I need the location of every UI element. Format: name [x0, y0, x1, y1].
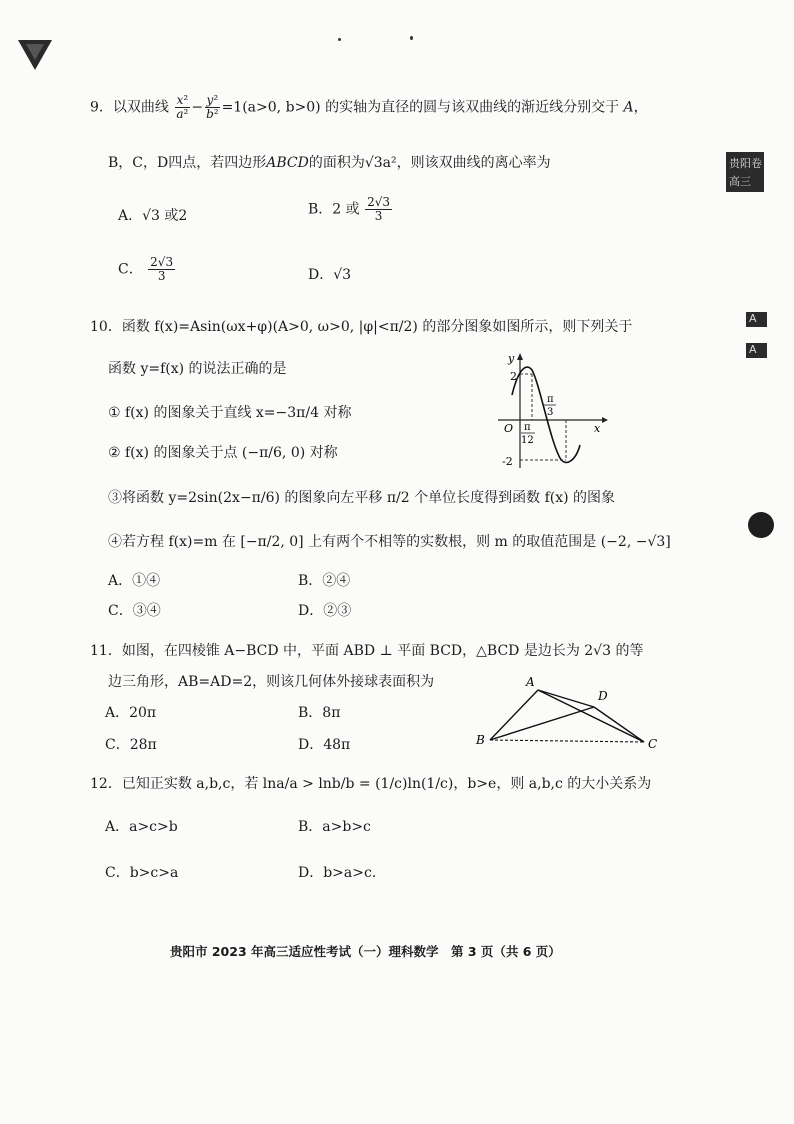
q9-option-a: A．√3 或2: [118, 208, 188, 224]
origin-label: O: [504, 422, 514, 435]
vertex-label-c: C: [648, 737, 658, 751]
y-label: y: [508, 352, 515, 365]
q11-option-c: C．28π: [105, 737, 157, 753]
pi3-den: 3: [547, 407, 554, 418]
q9-option-b: B．2 或 $\frac{2√3}{3}$: [308, 195, 391, 223]
q11-pyramid-figure: [470, 672, 670, 752]
q11-line1: 11．如图，在四棱锥 A−BCD 中，平面 ABD ⊥ 平面 BCD，△BCD 是边长为 2√3 的等: [90, 643, 644, 659]
sine-curve: [512, 367, 580, 462]
pi3-num: π: [547, 394, 554, 405]
q12-option-d: D．b>a>c．: [298, 865, 386, 881]
q12-option-c: C．b>c>a: [105, 865, 179, 881]
q9-line1: 9．以双曲线 $\frac{\text{x²}}{\text{a²}}$ − $\frac{\text{y²}}{\text{b²}}$ =1(a>0, b>0) 的实轴为直径的圆与该双曲线的渐近线分别交于 A，: [90, 93, 648, 121]
scan-dot: [338, 38, 341, 41]
y-axis-arrow: [517, 353, 523, 360]
q9-option-c: C． $\frac{2√3}{3}$: [118, 255, 174, 283]
q10-statement-3: ③将函数 y=2sin(2x−π/6) 的图象向左平移 π/2 个单位长度得到函数 f(x) 的图象: [108, 490, 616, 506]
x-axis-arrow: [602, 417, 608, 423]
q12-option-b: B．a>b>c: [298, 819, 371, 835]
q12-line1: 12．已知正实数 a,b,c，若 lna/a > lnb/b = (1/c)ln(1/c)，b>e，则 a,b,c 的大小关系为: [90, 776, 652, 792]
scan-dot: [410, 36, 413, 40]
corner-triangle-mark: [18, 38, 52, 72]
q10-line1: 10．函数 f(x)=Asin(ωx+φ)(A>0, ω>0, |φ|<π/2) 的部分图象如图所示，则下列关于: [90, 319, 633, 335]
q10-statement-1: ① f(x) 的图象关于直线 x=−3π/4 对称: [108, 405, 352, 421]
q10-statement-2: ② f(x) 的图象关于点 (−π/6, 0) 对称: [108, 445, 338, 461]
q10-line2: 函数 y=f(x) 的说法正确的是: [108, 361, 287, 377]
edge-dc: [594, 707, 644, 742]
vertex-label-a: A: [526, 675, 535, 689]
y-top-label: 2: [510, 370, 517, 383]
q10-option-c: C．③④: [108, 603, 161, 619]
q12-option-a: A．a>c>b: [105, 819, 178, 835]
q10-option-d: D．②③: [298, 603, 352, 619]
q10-option-a: A．①④: [108, 573, 161, 589]
q9-option-d: D．√3: [308, 267, 352, 283]
x-label: x: [594, 422, 601, 435]
q11-line2: 边三角形，AB=AD=2，则该几何体外接球表面积为: [108, 674, 435, 690]
vertex-label-d: D: [598, 689, 608, 703]
q11-option-b: B．8π: [298, 705, 341, 721]
pi12-den: 12: [521, 435, 534, 446]
side-dot: [748, 512, 774, 538]
q10-option-b: B．②④: [298, 573, 351, 589]
q11-option-d: D．48π: [298, 737, 351, 753]
q10-sine-graph: [490, 350, 610, 475]
q10-statement-4: ④若方程 f(x)=m 在 [−π/2, 0] 上有两个不相等的实数根，则 m 的取值范围是 (−2, −√3]: [108, 534, 671, 550]
side-tab: 贵阳卷 高三: [726, 152, 764, 192]
y-bottom-label: -2: [502, 455, 513, 468]
edge-ac: [538, 690, 644, 742]
q9-line2: B，C，D四点，若四边形ABCD的面积为√3a²，则该双曲线的离心率为: [108, 155, 551, 171]
edge-bc-hidden: [490, 740, 644, 742]
page-footer: 贵阳市 2023 年高三适应性考试（一）理科数学 第 3 页（共 6 页）: [170, 944, 561, 959]
side-marker-a: A: [746, 343, 767, 358]
side-marker-a: A: [746, 312, 767, 327]
q11-option-a: A．20π: [105, 705, 157, 721]
pi12-num: π: [524, 422, 531, 433]
vertex-label-b: B: [476, 733, 485, 747]
